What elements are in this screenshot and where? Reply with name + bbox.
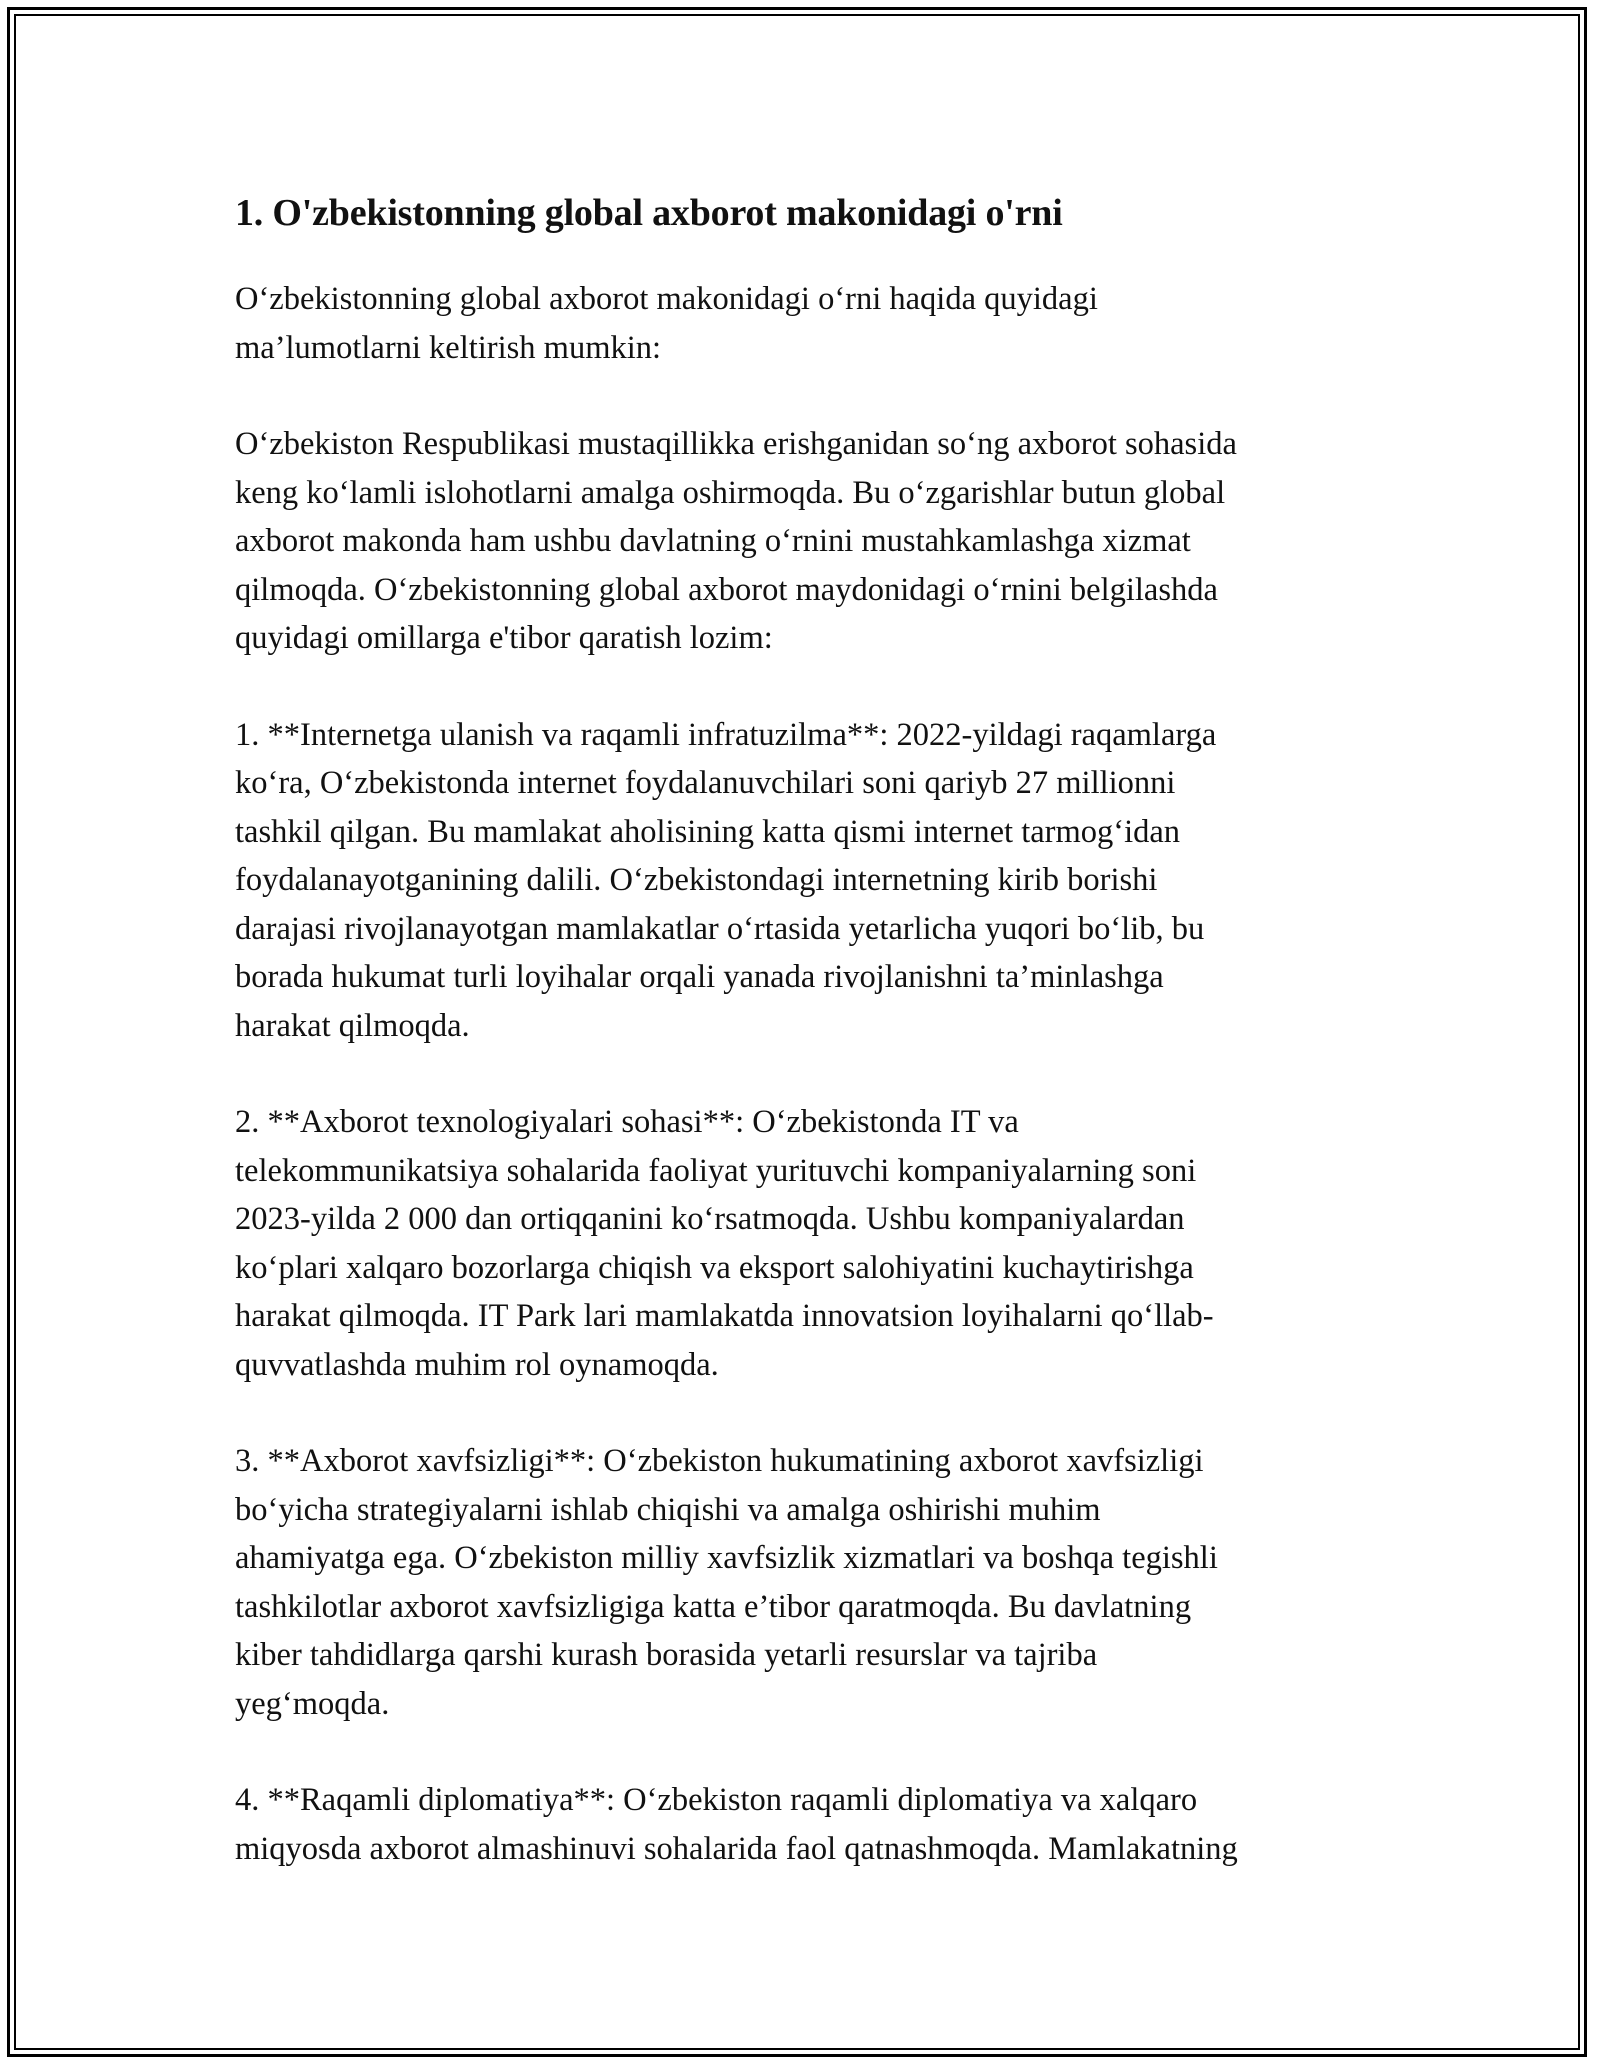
- text-line: harakat qilmoqda. IT Park lari mamlakatda innovatsion loyihalarni qo‘llab-: [235, 1298, 1214, 1334]
- text-line: telekommunikatsiya sohalarida faoliyat yurituvchi kompaniyalarning soni: [235, 1152, 1197, 1189]
- text-line: 1. **Internetga ulanish va raqamli infratuzilma**: 2022-yildagi raqamlarga: [235, 716, 1217, 753]
- text-line: 2. **Axborot texnologiyalari sohasi**: O‘zbekistonda IT va: [235, 1104, 1019, 1140]
- text-line: kiber tahdidlarga qarshi kurash borasida yetarli resurslar va tajriba: [235, 1637, 1098, 1673]
- section-heading: 1. O'zbekistonning global axborot makonidagi o'rni: [235, 192, 1063, 234]
- text-line: O‘zbekistonning global axborot makonidagi o‘rni haqida quyidagi: [235, 281, 1098, 317]
- text-line: ma’lumotlarni keltirish mumkin:: [235, 329, 662, 366]
- text-line: yeg‘moqda.: [235, 1685, 390, 1722]
- text-line: O‘zbekiston Respublikasi mustaqillikka erishganidan so‘ng axborot sohasida: [235, 426, 1237, 462]
- text-line: foydalanayotganining dalili. O‘zbekistondagi internetning kirib borishi: [235, 862, 1158, 898]
- text-line: miqyosda axborot almashinuvi sohalarida faol qatnashmoqda. Mamlakatning: [235, 1830, 1238, 1867]
- text-line: tashkil qilgan. Bu mamlakat aholisining katta qismi internet tarmog‘idan: [235, 813, 1181, 850]
- paragraph: [235, 275, 1385, 372]
- text-line: darajasi rivojlanayotgan mamlakatlar o‘rtasida yetarlicha yuqori bo‘lib, bu: [235, 910, 1205, 947]
- text-line: harakat qilmoqda.: [235, 1007, 470, 1044]
- paragraph: [235, 711, 1385, 1051]
- paragraph: [235, 1098, 1385, 1389]
- text-line: tashkilotlar axborot xavfsizligiga katta e’tibor qaratmoqda. Bu davlatning: [235, 1588, 1192, 1625]
- text-line: keng ko‘lamli islohotlarni amalga oshirmoqda. Bu o‘zgarishlar butun global: [235, 474, 1226, 511]
- paragraph: [235, 420, 1385, 663]
- paragraph: [235, 1776, 1385, 1873]
- text-line: ko‘plari xalqaro bozorlarga chiqish va eksport salohiyatini kuchaytirishga: [235, 1249, 1194, 1286]
- text-line: ko‘ra, O‘zbekistonda internet foydalanuvchilari soni qariyb 27 millionni: [235, 765, 1176, 801]
- text-line: 4. **Raqamli diplomatiya**: O‘zbekiston raqamli diplomatiya va xalqaro: [235, 1782, 1198, 1818]
- text-line: ahamiyatga ega. O‘zbekiston milliy xavfsizlik xizmatlari va boshqa tegishli: [235, 1540, 1218, 1576]
- text-line: borada hukumat turli loyihalar orqali yanada rivojlanishni ta’minlashga: [235, 959, 1164, 995]
- document-content: [235, 185, 1385, 1921]
- paragraph-list: [235, 275, 1385, 1873]
- text-line: quvvatlashda muhim rol oynamoqda.: [235, 1346, 719, 1383]
- text-line: qilmoqda. O‘zbekistonning global axborot maydonidagi o‘rnini belgilashda: [235, 571, 1218, 608]
- text-line: axborot makonda ham ushbu davlatning o‘rnini mustahkamlashga xizmat: [235, 523, 1191, 559]
- text-line: 2023-yilda 2 000 dan ortiqqanini ko‘rsatmoqda. Ushbu kompaniyalardan: [235, 1201, 1185, 1237]
- paragraph: [235, 1437, 1385, 1728]
- text-line: quyidagi omillarga e'tibor qaratish lozim:: [235, 620, 773, 656]
- text-line: bo‘yicha strategiyalarni ishlab chiqishi va amalga oshirishi muhim: [235, 1491, 1101, 1528]
- text-line: 3. **Axborot xavfsizligi**: O‘zbekiston hukumatining axborot xavfsizligi: [235, 1443, 1204, 1479]
